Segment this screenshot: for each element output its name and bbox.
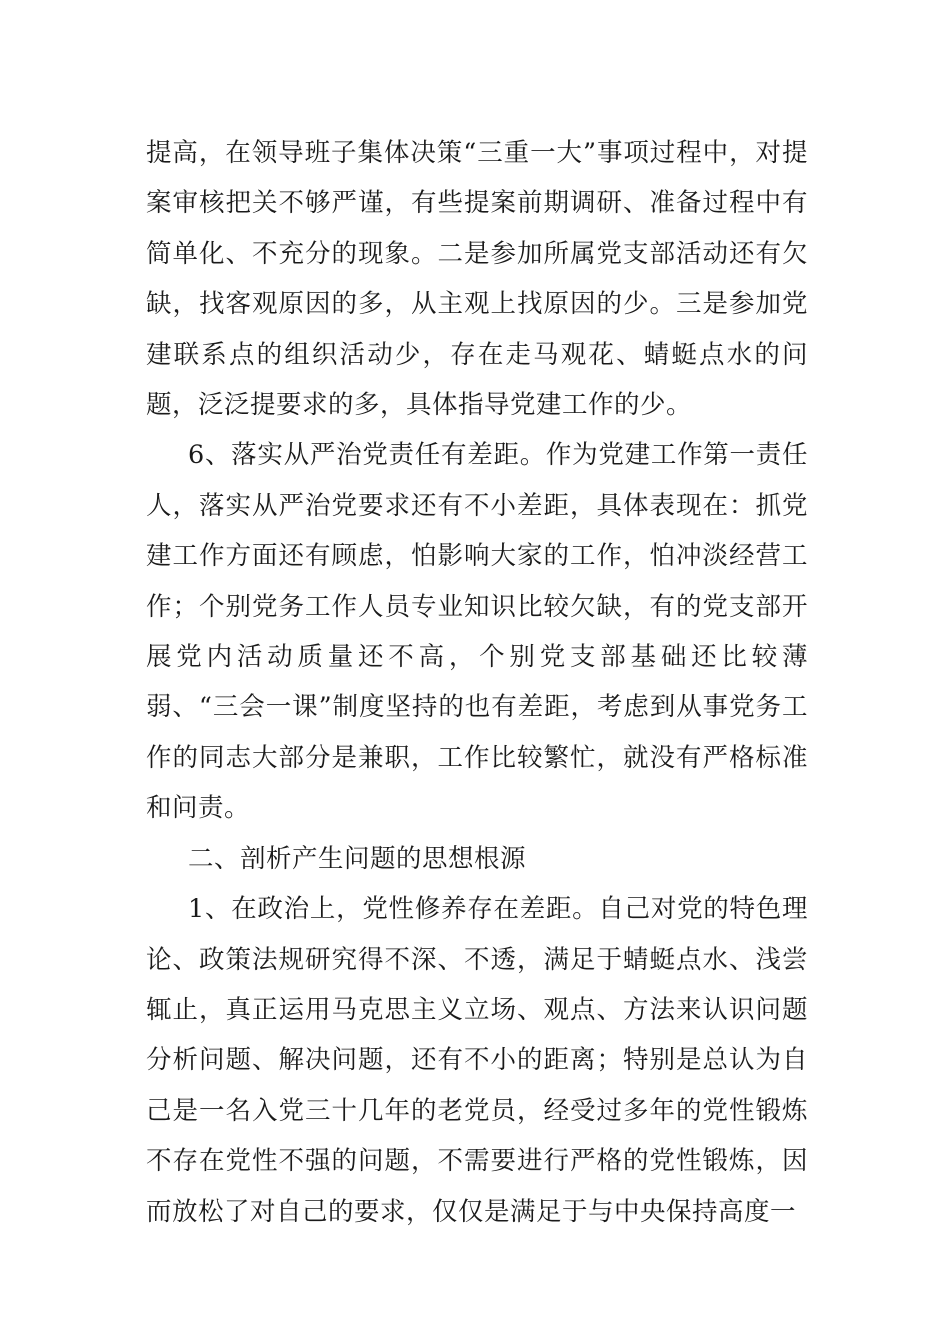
section-heading: 二、剖析产生问题的思想根源 bbox=[188, 843, 527, 874]
paragraph-continuation: 提高，在领导班子集体决策“三重一大”事项过程中，对提案审核把关不够严谨，有些提案前期调研、准备过程中有简单化、不充分的现象。二是参加所属党支部活动还有欠缺，找客观原因的多，从主观上找原因的少。三是参加党建联系点的组织活动少，存在走马观花、蜻蜓点水的问题，泛泛提要求的多，具体指导党建工作的少。 bbox=[146, 138, 808, 421]
document-body bbox=[146, 128, 808, 1237]
paragraph-item-6: 6、落实从严治党责任有差距。作为党建工作第一责任人，落实从严治党要求还有不小差距，具体表现在：抓党建工作方面还有顾虑，怕影响大家的工作，怕冲淡经营工作；个别党务工作人员专业知识比较欠缺，有的党支部开展党内活动质量还不高，个别党支部基础还比较薄弱、“三会一课”制度坚持的也有差距，考虑到从事党务工作的同志大部分是兼职，工作比较繁忙，就没有严格标准和问责。 bbox=[146, 440, 808, 824]
paragraph-item-1: 1、在政治上，党性修养存在差距。自己对党的特色理论、政策法规研究得不深、不透，满足于蜻蜓点水、浅尝辄止，真正运用马克思主义立场、观点、方法来认识问题分析问题、解决问题，还有不小的距离；特别是总认为自己是一名入党三十几年的老党员，经受过多年的党性锻炼不存在党性不强的问题，不需要进行严格的党性锻炼，因而放松了对自己的要求，仅仅是满足于与中央保持高度一 bbox=[146, 894, 808, 1227]
